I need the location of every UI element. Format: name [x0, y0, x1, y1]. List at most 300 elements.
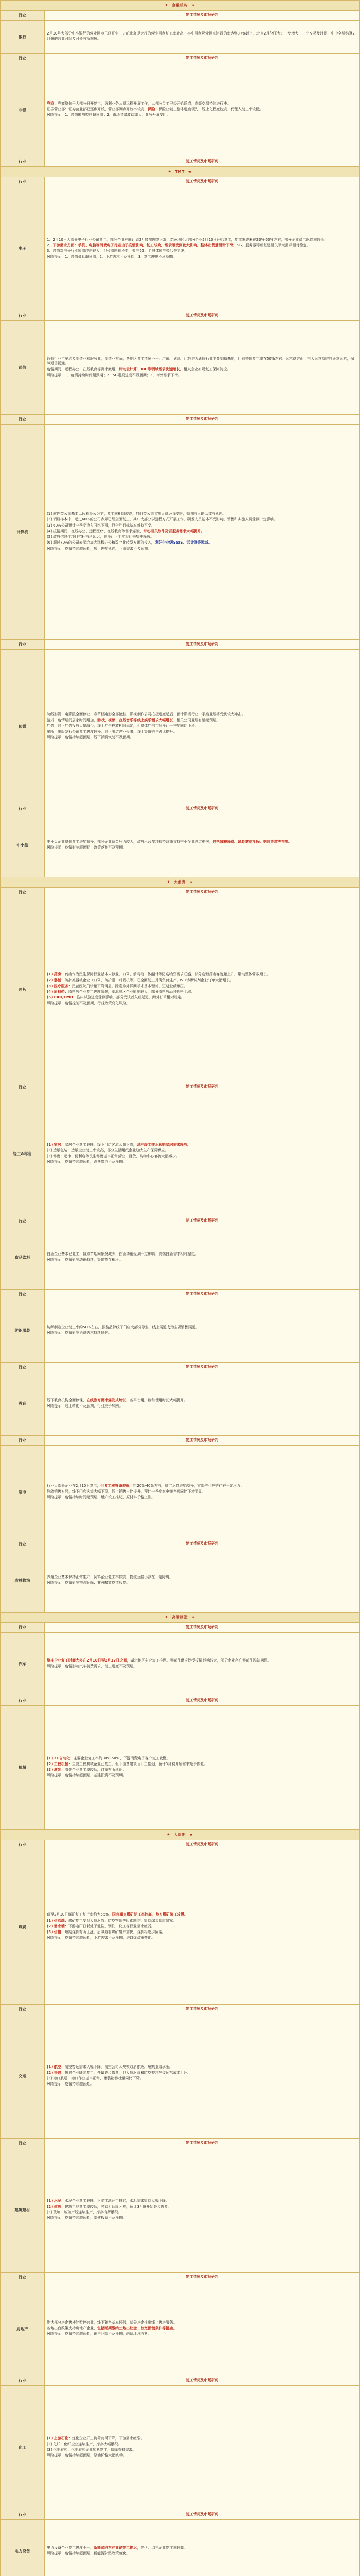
- analysis-paragraph: [47, 547, 357, 551]
- highlighted-text: 包括减税降费、延期缴纳社保、贴息贷款等措施。: [213, 840, 292, 844]
- industry-row: [1, 1299, 360, 1363]
- analysis-paragraph: [47, 1489, 357, 1494]
- highlighted-text: (2) 需求端：: [47, 1924, 68, 1928]
- column-heading-text: 复工情况及市场研判: [47, 2007, 357, 2011]
- body-text: 风险提示：疫情持续超预期，下游需求不及预期，进口煤政策变化。: [47, 1936, 155, 1940]
- body-text: 线下教育机构全面停课，: [47, 1398, 87, 1402]
- industry-row: [1, 187, 360, 311]
- table-body: [1, 1, 360, 2576]
- column-heading: [45, 177, 360, 187]
- analysis-paragraph: [47, 101, 357, 106]
- industry-analysis: [45, 1446, 360, 1539]
- body-text: 风险提示：线上转化不及预期，行业竞争加剧。: [47, 1404, 123, 1408]
- column-heading: [45, 640, 360, 650]
- body-text: 临床试验进度受到影响，部分受试者入组延迟，海外订单相对稳定。: [77, 995, 185, 999]
- analysis-paragraph: [47, 712, 357, 717]
- highlighted-text: 但复工率普遍较低，: [100, 1484, 133, 1488]
- industry-analysis: [45, 1706, 360, 1830]
- body-text: 5G、服务器等新基建相关领域需求相对稳定。: [236, 243, 310, 247]
- highlighted-text: (2) 快递：: [47, 2071, 65, 2075]
- analysis-paragraph: [47, 1575, 357, 1580]
- subheader-row: [1, 888, 360, 897]
- subheader-row: [1, 177, 360, 187]
- industry-row: [1, 2282, 360, 2376]
- subheader-row: [1, 1436, 360, 1446]
- star-icon: ★: [165, 1615, 168, 1619]
- subheader-row: [1, 157, 360, 167]
- body-text: 3、疫情对电子行业短期冲击较大，但长期逻辑不变，关注5G、半导体国产替代等主线。: [47, 249, 187, 253]
- highlighted-text: 带动相关软件及云服务需求大幅提升。: [143, 529, 204, 533]
- industry-label: 行业: [1, 2510, 45, 2520]
- industry-analysis: [45, 21, 360, 54]
- analysis-paragraph: [47, 1658, 357, 1663]
- highlighted-text: 地产竣工推迟影响家居需求释放。: [137, 1143, 191, 1147]
- star-icon: ★: [167, 1833, 170, 1837]
- body-text: (5) 政府信息化项目招标有所延迟，但预计下半年将迎来集中释放。: [47, 535, 154, 539]
- analysis-paragraph: [47, 535, 357, 539]
- industry-label: 银行: [1, 21, 45, 54]
- column-heading: [45, 1696, 360, 1706]
- highlighted-text: (3) 医疗服务：: [47, 984, 72, 988]
- analysis-paragraph: [47, 238, 357, 242]
- analysis-paragraph: [47, 1912, 357, 1917]
- column-heading: [45, 2005, 360, 2014]
- industry-analysis: [45, 1549, 360, 1613]
- industry-row: [1, 1633, 360, 1696]
- body-text: 风险提示：1、疫情影响持续超预期；2、市场情绪波动加大，业务开展受阻。: [47, 113, 170, 117]
- industry-label: 中小盘: [1, 814, 45, 877]
- section-title-text: TMT: [175, 170, 185, 174]
- industry-label: 计算机: [1, 425, 45, 640]
- industry-label: 非银: [1, 63, 45, 157]
- industry-label: 行业: [1, 54, 45, 63]
- subheader-row: [1, 1082, 360, 1092]
- industry-row: [1, 1372, 360, 1436]
- body-text: 游戏：疫情期间居家时间增加，: [47, 718, 97, 722]
- highlighted-text: (1) 上游石化：: [47, 2436, 72, 2441]
- body-text: 航空客运需求大幅下降，航空公司大规模取消航班，短期业绩承压。: [65, 2065, 173, 2069]
- body-text: 建筑工地复工率较低，劳动力返岗困难，预计3月份开始逐步恢复。: [65, 2205, 172, 2209]
- industry-label: 轻工&零售: [1, 1092, 45, 1216]
- analysis-paragraph: [47, 1924, 357, 1929]
- analysis-paragraph: [47, 990, 357, 994]
- column-heading: [45, 54, 360, 63]
- industry-analysis: [45, 2014, 360, 2139]
- column-heading-text: 复工情况及市场研判: [47, 1084, 357, 1089]
- analysis-paragraph: [47, 2436, 357, 2441]
- body-text: 2、: [47, 243, 53, 247]
- analysis-paragraph: [47, 1919, 357, 1923]
- industry-row: [1, 321, 360, 415]
- analysis-paragraph: [47, 1154, 357, 1159]
- highlighted-text: 在线教育需求爆发式增长，: [87, 1398, 130, 1402]
- column-heading: [45, 888, 360, 897]
- analysis-paragraph: [47, 2065, 357, 2070]
- analysis-paragraph: [47, 972, 357, 977]
- subheader-row: [1, 1363, 360, 1372]
- body-text: 风险提示：疫情影响超预期；政策落地不及预期。: [47, 845, 126, 850]
- body-text: 风险提示：疫情持续超预期，线下消费恢复不及预期。: [47, 735, 133, 739]
- body-text: 快递企业陆续复工，件量逐步恢复，但人员返岗和防疫要求导致运营成本上升。: [65, 2071, 191, 2075]
- section-title-text: 大周期: [174, 1833, 186, 1837]
- column-heading: [45, 11, 360, 21]
- section-header: [1, 167, 360, 177]
- highlighted-text: (2) 器械：: [47, 978, 65, 982]
- column-heading: [45, 1539, 360, 1549]
- analysis-paragraph: [47, 2205, 357, 2209]
- column-heading-text: 复工情况及市场研判: [47, 890, 357, 894]
- body-text: 湖北地区车企复工推迟。零部件供应链受疫情影响较大，部分企业存在零部件短缺问题。: [130, 1658, 271, 1663]
- column-heading: [45, 1216, 360, 1226]
- highlighted-text: (2) 建筑：: [47, 2205, 65, 2209]
- industry-label: 房地产: [1, 2282, 45, 2376]
- column-heading-text: 复工情况及市场研判: [47, 2512, 357, 2517]
- section-header: [1, 1830, 360, 1840]
- highlighted-text: 游戏、视频、在线音乐等线上娱乐需求大幅增长，: [97, 718, 177, 722]
- analysis-paragraph: [47, 107, 357, 112]
- highlighted-text: (4) 原料药：: [47, 990, 68, 994]
- analysis-paragraph: [47, 845, 357, 850]
- analysis-paragraph: [47, 512, 357, 516]
- body-text: 家居企业复工较晚，线下门店客流大幅下降，: [65, 1143, 137, 1147]
- analysis-paragraph: [47, 2320, 357, 2325]
- analysis-paragraph: [47, 243, 357, 248]
- body-text: 主要工程机械企业已复工，但下游基建项目开工推迟，预计3月份开始需求逐步恢复。: [72, 1762, 208, 1766]
- section-title-text: 金融机构: [172, 3, 188, 7]
- analysis-paragraph: [47, 2546, 357, 2550]
- body-text: 风险提示：疫情持续超预期，项目进度延迟，下游需求不及预期。: [47, 547, 151, 551]
- analysis-paragraph: [47, 517, 357, 522]
- subheader-row: [1, 11, 360, 21]
- analysis-paragraph: [47, 1495, 357, 1500]
- body-text: 风险提示：疫情影响物流运输；非洲猪瘟疫情反复。: [47, 1581, 130, 1585]
- analysis-paragraph: [47, 1484, 357, 1488]
- industry-label: 传媒: [1, 650, 45, 804]
- analysis-paragraph: [47, 730, 357, 734]
- column-heading-text: 复工情况及市场研判: [47, 179, 357, 184]
- analysis-paragraph: [47, 1258, 357, 1262]
- highlighted-text: (1) 供给端：: [47, 1919, 68, 1923]
- star-icon: ★: [188, 170, 192, 174]
- body-text: 风险提示：疫情持续超预期，基建投资不及预期。: [47, 2216, 126, 2220]
- body-text: 院线影视：电影院全面停业，春节档电影全部撤档，影视制作公司拍摄进度延后，预计影视行业一季度业绩将受到较大冲击。: [47, 712, 245, 716]
- column-heading: [45, 1840, 360, 1850]
- body-text: (6) 超过70%的公司表示会加大远程办公和数字化转型方面的投入，: [47, 540, 155, 545]
- industry-label: 行业: [1, 311, 45, 321]
- body-text: 风险提示：疫情持续时间超预期，地产竣工推迟，原材料价格上涨。: [47, 1495, 155, 1499]
- star-icon: ★: [190, 880, 193, 884]
- analysis-paragraph: [47, 1756, 357, 1761]
- analysis-paragraph: [47, 2332, 357, 2336]
- body-text: 养殖企业基本保持正常生产，饲料企业复工率较高，物流运输仍存在一定障碍。: [47, 1575, 173, 1579]
- body-text: 风险提示：1、疫情蔓延超预期；2、下游需求不及预期；3、复工进度不及预期。: [47, 255, 176, 259]
- industry-row: [1, 650, 360, 804]
- highlighted-text: 包括延期缴纳土地出让金、放宽预售条件等措施。: [97, 2326, 177, 2330]
- highlighted-text: 保险：: [148, 107, 159, 111]
- analysis-paragraph: [47, 2071, 357, 2075]
- body-text: 通信行业主要涉及制造业和服务业，制造业方面，各地区复工情况不一。广东、武汉、江苏沪为通信行业主要制造基地，目前整体复工率在50%左右。运营商方面，三大运营商维持正常运营，保障通信畅通。: [47, 357, 354, 365]
- column-heading-text: 复工情况及市场研判: [47, 642, 357, 647]
- body-text: 广告：线下广告投放大幅减少，线上广告投放相对稳定，但整体广告市场预计一季度同比下滑。: [47, 724, 198, 728]
- body-text: (3) 港口航运：港口作业基本正常，集装箱吞吐量同比下降。: [47, 2076, 143, 2080]
- body-text: 炼化企业开工负荷有所下降，下游需求疲弱。: [72, 2436, 144, 2441]
- star-icon: ★: [168, 170, 172, 174]
- column-heading: [45, 2376, 360, 2386]
- subheader-row: [1, 415, 360, 425]
- body-text: 主要企业复工率约30%-50%，下游消费电子客户复工较慢。: [74, 1756, 170, 1760]
- industry-label: 行业: [1, 640, 45, 650]
- highlighted-text: 国有重点煤矿复工率较高，地方煤矿复工较慢。: [112, 1912, 188, 1917]
- analysis-paragraph: [47, 984, 357, 989]
- analysis-paragraph: [47, 2442, 357, 2447]
- column-heading: [45, 2139, 360, 2148]
- analysis-paragraph: [47, 367, 357, 372]
- analysis-paragraph: [47, 529, 357, 534]
- star-icon: ★: [167, 880, 170, 884]
- column-heading: [45, 311, 360, 321]
- industry-label: 电力设备: [1, 2520, 45, 2576]
- body-text: 中小盘企业整体复工进度偏慢，部分企业资金压力较大，政府出台多项扶持政策支持中小企业渡过难关，: [47, 840, 213, 844]
- analysis-paragraph: [47, 1768, 357, 1772]
- body-text: 电力设备企业复工进度不一，: [47, 2546, 94, 2550]
- industry-label: 行业: [1, 1840, 45, 1850]
- subheader-row: [1, 2273, 360, 2282]
- highlighted-text: (3) 激光：: [47, 1768, 65, 1772]
- industry-label: 行业: [1, 1696, 45, 1706]
- body-text: 药店作为民生保障行业基本未停业，口罩、消毒液、体温计等防疫物资需求旺盛，部分连锁药店客流量上升，带动整体营收增长。: [65, 972, 270, 976]
- body-text: 风险提示：疫情影响动销持续，渠道库存积压。: [47, 1258, 123, 1262]
- body-text: (2) 造纸包装：造纸企业复工率较高，部分生活用纸企业加大生产保障供应。: [47, 1148, 168, 1153]
- subheader-row: [1, 2139, 360, 2148]
- analysis-paragraph: [47, 540, 357, 545]
- industry-label: 行业: [1, 1623, 45, 1633]
- body-text: 约20%-40%左右，员工返岗进度较慢，零部件供应链存在一定压力。: [133, 1484, 244, 1488]
- column-heading-text: 复工情况及市场研判: [47, 1625, 357, 1630]
- industry-row: [1, 425, 360, 640]
- column-heading: [45, 2273, 360, 2282]
- section-title-text: 高端制造: [172, 1615, 188, 1619]
- body-text: 1、2月10日大部分电子行业公司复工，部分企业产能计划2月底前恢复正常，苏州地区大部分企业2月10日开始复工，复工率普遍在30%-50%左右，部分企业员工返岗率较低。: [47, 238, 328, 242]
- analysis-paragraph: [47, 1581, 357, 1585]
- body-text: 各平台用户数和使用时长大幅提升。: [130, 1398, 187, 1402]
- highlighted-text: (3) 价格：: [47, 1930, 65, 1934]
- industry-label: 电子: [1, 187, 45, 311]
- industry-label: 行业: [1, 11, 45, 21]
- analysis-paragraph: [47, 1664, 357, 1669]
- analysis-paragraph: [47, 718, 357, 723]
- industry-row: [1, 814, 360, 877]
- industry-label: 教育: [1, 1372, 45, 1436]
- industry-label: 行业: [1, 2005, 45, 2014]
- column-heading: [45, 804, 360, 814]
- analysis-paragraph: [47, 255, 357, 259]
- column-heading: [45, 1290, 360, 1299]
- body-text: (4) 疫情期间，在线办公、远程医疗、在线教育等需求爆发，: [47, 529, 143, 533]
- analysis-paragraph: [47, 1143, 357, 1147]
- column-heading-text: 复工情况及市场研判: [47, 1541, 357, 1546]
- body-text: (2) 化纤：化纤企业连续生产，库存大幅累积。: [47, 2442, 122, 2446]
- highlighted-text: (1) 药房：: [47, 972, 65, 976]
- analysis-paragraph: [47, 1773, 357, 1778]
- analysis-paragraph: [47, 2326, 357, 2331]
- column-heading-text: 复工情况及市场研判: [47, 806, 357, 811]
- industry-analysis: [45, 321, 360, 415]
- body-text: 下游电厂日耗处于低位，钢铁、化工等行业需求疲弱。: [68, 1924, 155, 1928]
- industry-label: 行业: [1, 415, 45, 425]
- body-text: 原料药企业复工进度偏慢，湖北地区企业影响较大，部分原料药品种价格上涨。: [68, 990, 195, 994]
- analysis-paragraph: [47, 1148, 357, 1153]
- body-text: 风险提示：1、疫情持续时间超预期；2、5G建设进度不及预期；3、海外需求下滑。: [47, 373, 181, 377]
- analysis-paragraph: [47, 373, 357, 378]
- body-text: 防护类器械企业（口罩、防护服、呼吸机等）已全面复工并满负荷生产，IVD诊断试剂企业订单大幅增长。: [65, 978, 233, 982]
- industry-row: [1, 2520, 360, 2576]
- star-icon: ★: [165, 3, 168, 7]
- body-text: 风险提示：疫情持续超预期，基建投资不及预期。: [47, 1773, 126, 1777]
- analysis-paragraph: [47, 357, 357, 366]
- column-heading: [45, 1623, 360, 1633]
- industry-label: 行业: [1, 1082, 45, 1092]
- industry-label: 医药: [1, 897, 45, 1082]
- industry-analysis: [45, 63, 360, 157]
- column-heading-text: 复工情况及市场研判: [47, 313, 357, 318]
- analysis-paragraph: [47, 1001, 357, 1006]
- industry-label: 机械: [1, 1706, 45, 1830]
- body-text: 短期煤价有所上涨，后续随着煤矿复产加快，煤价将逐步回落。: [65, 1930, 166, 1934]
- body-text: 保险业复工整体进度领先，线上化程度较高，代理人复工率较低。: [159, 107, 263, 111]
- subheader-row: [1, 1539, 360, 1549]
- industry-label: 行业: [1, 1216, 45, 1226]
- industry-label: 行业: [1, 1290, 45, 1299]
- column-heading-text: 复工情况及市场研判: [47, 159, 357, 164]
- industry-analysis: [45, 1372, 360, 1436]
- body-text: 煤矿复工受到人员返岗、防疫物资等因素制约，短期煤炭供应偏紧。: [68, 1919, 177, 1923]
- subheader-row: [1, 2510, 360, 2520]
- subheader-row: [1, 1840, 360, 1850]
- analysis-paragraph: [47, 2076, 357, 2081]
- body-text: 相关企业加紧复工保障供应。: [184, 367, 231, 371]
- section-title: [1, 1, 360, 11]
- star-icon: ★: [190, 1833, 193, 1837]
- column-heading-text: 复工情况及市场研判: [47, 2378, 357, 2383]
- industry-row: [1, 63, 360, 157]
- industry-label: 行业: [1, 1539, 45, 1549]
- analysis-paragraph: [47, 523, 357, 528]
- industry-analysis: [45, 2282, 360, 2376]
- industry-analysis: [45, 2520, 360, 2576]
- star-icon: ★: [192, 3, 195, 7]
- highlighted-text: (1) 水泥：: [47, 2199, 65, 2203]
- column-heading-text: 复工情况及市场研判: [47, 1292, 357, 1296]
- industry-analysis: [45, 1850, 360, 2005]
- analysis-paragraph: [47, 2448, 357, 2452]
- industry-row: [1, 897, 360, 1082]
- body-text: 风险提示：疫情影响消费需求持续低迷。: [47, 1331, 112, 1335]
- section-title: [1, 1830, 360, 1840]
- analysis-paragraph: [47, 995, 357, 1000]
- star-icon: ★: [192, 1615, 195, 1619]
- industry-label: 农林牧渔: [1, 1549, 45, 1613]
- industry-label: 行业: [1, 804, 45, 814]
- highlighted-text: (5) CRO/CMO：: [47, 995, 77, 999]
- industry-label: 建筑建材: [1, 2148, 45, 2273]
- analysis-paragraph: [47, 1331, 357, 1335]
- industry-row: [1, 1226, 360, 1290]
- analysis-paragraph: [47, 2082, 357, 2087]
- industry-label: 食品饮料: [1, 1226, 45, 1290]
- column-heading-text: 复工情况及市场研判: [47, 1842, 357, 1847]
- body-text: 证券营业部：证券营业部已逐步开放，营业部网点开放率较高，: [47, 107, 148, 111]
- industry-label: 化工: [1, 2386, 45, 2510]
- body-text: 绝大部分房企售楼处暂停营业，线下销售基本停滞，部分房企推出线上售房服务。: [47, 2320, 177, 2325]
- analysis-paragraph: [47, 1398, 357, 1403]
- industry-analysis: [45, 897, 360, 1082]
- body-text: 出版：出版发行公司复工进度较慢，线下书店营业受限，线上渠道销售占比提升。: [47, 730, 177, 734]
- analysis-paragraph: [47, 31, 357, 41]
- body-text: 民营医院门诊量下降明显，除急诊外择期手术基本暂停，短期业绩承压。: [72, 984, 187, 988]
- column-heading: [45, 415, 360, 425]
- industry-analysis: [45, 187, 360, 311]
- body-text: (2) 调研样本中，超过60%的公司表示已经全面复工，其中大部分以远程方式开展工作，研发人员基本不受影响，销售和实施人员受到一定影响。: [47, 517, 278, 521]
- body-text: 相关公司业绩有望超预期。: [177, 718, 220, 722]
- highlighted-text: (1) 家居：: [47, 1143, 65, 1147]
- subheader-row: [1, 54, 360, 63]
- section-title: [1, 877, 360, 888]
- body-text: 风险提示：疫情持续超预期。: [47, 2082, 94, 2086]
- subheader-row: [1, 1290, 360, 1299]
- analysis-paragraph: [47, 724, 357, 728]
- column-heading-text: 复工情况及市场研判: [47, 2141, 357, 2145]
- industry-row: [1, 21, 360, 54]
- analysis-paragraph: [47, 2453, 357, 2458]
- body-text: 风险提示：疫情控制不及预期，行业政策变化风险。: [47, 1001, 130, 1005]
- body-text: (1) 软件类公司基本以远程办公为主，复工率相对较高，项目类公司实施人员返岗受限，短期收入确认或有延迟。: [47, 512, 226, 516]
- industry-label: 纺织服装: [1, 1299, 45, 1363]
- column-heading-text: 复工情况及市场研判: [47, 1698, 357, 1703]
- industry-row: [1, 2386, 360, 2510]
- body-text: 2月10号大部分中小银行的营业网点已经开业，之前北京是大行的营业网点复工率较高，其中网点营业网点达到的率达到87%以上，北京2月份压力进一步增大，一个交易及时间，中中全额结算2月份的营业时间及时长有所缩短。: [47, 31, 355, 40]
- body-text: 疫情期间，远程办公、在线教育等需求激增，: [47, 367, 119, 371]
- industry-label: 行业: [1, 157, 45, 167]
- subheader-row: [1, 1623, 360, 1633]
- highlighted-text: 带动云计算、IDC等领域需求快速增长，: [119, 367, 184, 371]
- highlighted-text: 新能源汽车产业链复工推迟，: [94, 2546, 141, 2550]
- column-heading-text: 复工情况及市场研判: [47, 1218, 357, 1223]
- body-text: 截至2月10日煤矿复工复产率约为55%，: [47, 1912, 112, 1917]
- highlighted-text: (1) 3C自动化：: [47, 1756, 74, 1760]
- body-text: 纺织制造企业复工率约50%左右，服装品牌线下门店大部分停业，线上渠道成为主要销售渠道。: [47, 1325, 199, 1329]
- analysis-paragraph: [47, 2216, 357, 2221]
- industry-label: 家电: [1, 1446, 45, 1539]
- body-text: 券商整体于大部分日开复工，盈利业务人员远程开展工作，大部分员工已经开始返岗，高频交易持续进行中。: [58, 101, 231, 106]
- analysis-paragraph: [47, 1252, 357, 1257]
- industry-analysis: [45, 2148, 360, 2273]
- section-header: [1, 1613, 360, 1623]
- industry-analysis: [45, 650, 360, 804]
- analysis-paragraph: [47, 1762, 357, 1767]
- body-text: 风险提示：疫情持续超预期，消费复苏不及预期。: [47, 1160, 126, 1164]
- column-heading: [45, 1082, 360, 1092]
- section-title-text: 大消费: [174, 880, 186, 884]
- analysis-paragraph: [47, 1404, 357, 1409]
- body-text: 风险提示：疫情影响汽车消费需求，复工进度不及预期。: [47, 1664, 137, 1668]
- industry-label: 汽车: [1, 1633, 45, 1696]
- industry-analysis: [45, 1633, 360, 1696]
- body-text: 风险提示：疫情持续超预期，新能源补贴政策变化。: [47, 2551, 130, 2555]
- analysis-paragraph: [47, 113, 357, 117]
- body-text: (3) 零售：超市、便利店等民生零售基本正常营业，百货、购物中心客流大幅减少。: [47, 1154, 179, 1158]
- analysis-paragraph: [47, 1930, 357, 1935]
- industry-label: 通信: [1, 321, 45, 415]
